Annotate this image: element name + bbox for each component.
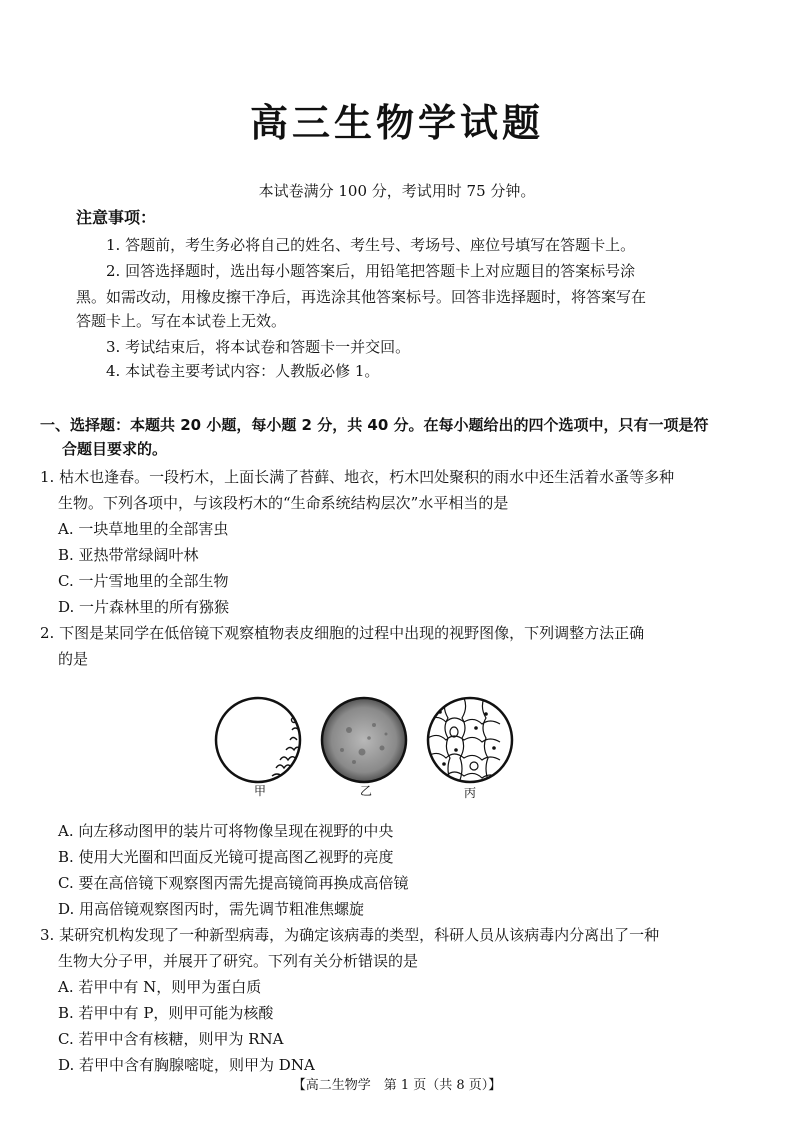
section-heading-cont: 合题目要求的。	[62, 440, 168, 458]
figure-label-bing: 丙	[464, 786, 477, 800]
question-stem: 的是	[58, 650, 89, 668]
answer-option: C. 若甲中含有核糖，则甲为 RNA	[58, 1030, 284, 1048]
question-stem: 生物。下列各项中，与该段朽木的“生命系统结构层次”水平相当的是	[58, 494, 509, 512]
answer-option: B. 使用大光圈和凹面反光镜可提高图乙视野的亮度	[58, 848, 394, 866]
notice-line: 1. 答题前，考生务必将自己的姓名、考生号、考场号、座位号填写在答题卡上。	[106, 236, 636, 254]
answer-option: A. 若甲中有 N，则甲为蛋白质	[58, 978, 262, 996]
figure-label-jia: 甲	[254, 784, 267, 798]
answer-option: D. 用高倍镜观察图丙时，需先调节粗准焦螺旋	[58, 900, 365, 918]
question-stem: 生物大分子甲，并展开了研究。下列有关分析错误的是	[58, 952, 419, 970]
answer-option: C. 一片雪地里的全部生物	[58, 572, 229, 590]
page-footer: 【高二生物学 第 1 页（共 8 页）】	[292, 1078, 502, 1093]
question-stem: 1. 枯木也逢春。一段朽木，上面长满了苔藓、地衣，朽木凹处聚积的雨水中还生活着水蚤等多种	[40, 468, 675, 486]
notice-heading: 注意事项：	[76, 208, 157, 227]
microscope-figure	[214, 690, 534, 800]
question-stem: 2. 下图是某同学在低倍镜下观察植物表皮细胞的过程中出现的视野图像，下列调整方法正确	[40, 624, 645, 642]
exam-info: 本试卷满分 100 分，考试用时 75 分钟。	[258, 182, 536, 200]
notice-line: 黑。如需改动，用橡皮擦干净后，再选涂其他答案标号。回答非选择题时，将答案写在	[76, 288, 647, 306]
answer-option: B. 若甲中有 P，则甲可能为核酸	[58, 1004, 274, 1022]
field-bing	[428, 698, 512, 782]
field-yi	[322, 698, 406, 782]
field-jia	[216, 698, 301, 782]
notice-line: 4. 本试卷主要考试内容：人教版必修 1。	[106, 362, 380, 380]
answer-option: D. 一片森林里的所有猕猴	[58, 598, 230, 616]
notice-line: 2. 回答选择题时，选出每小题答案后，用铅笔把答题卡上对应题目的答案标号涂	[106, 262, 636, 280]
answer-option: C. 要在高倍镜下观察图丙需先提高镜筒再换成高倍镜	[58, 874, 409, 892]
answer-option: A. 向左移动图甲的装片可将物像呈现在视野的中央	[58, 822, 394, 840]
answer-option: B. 亚热带常绿阔叶林	[58, 546, 199, 564]
question-stem: 3. 某研究机构发现了一种新型病毒，为确定该病毒的类型，科研人员从该病毒内分离出了一种	[40, 926, 660, 944]
answer-option: A. 一块草地里的全部害虫	[58, 520, 229, 538]
figure-label-yi: 乙	[360, 784, 373, 798]
answer-option: D. 若甲中含有胸腺嘧啶，则甲为 DNA	[58, 1056, 315, 1074]
notice-line: 3. 考试结束后，将本试卷和答题卡一并交回。	[106, 338, 411, 356]
notice-line: 答题卡上。写在本试卷上无效。	[76, 312, 287, 330]
page-title: 高三生物学试题	[249, 101, 544, 145]
section-heading: 一、选择题：本题共 20 小题，每小题 2 分，共 40 分。在每小题给出的四个选项中，只有一项是符	[40, 416, 709, 434]
